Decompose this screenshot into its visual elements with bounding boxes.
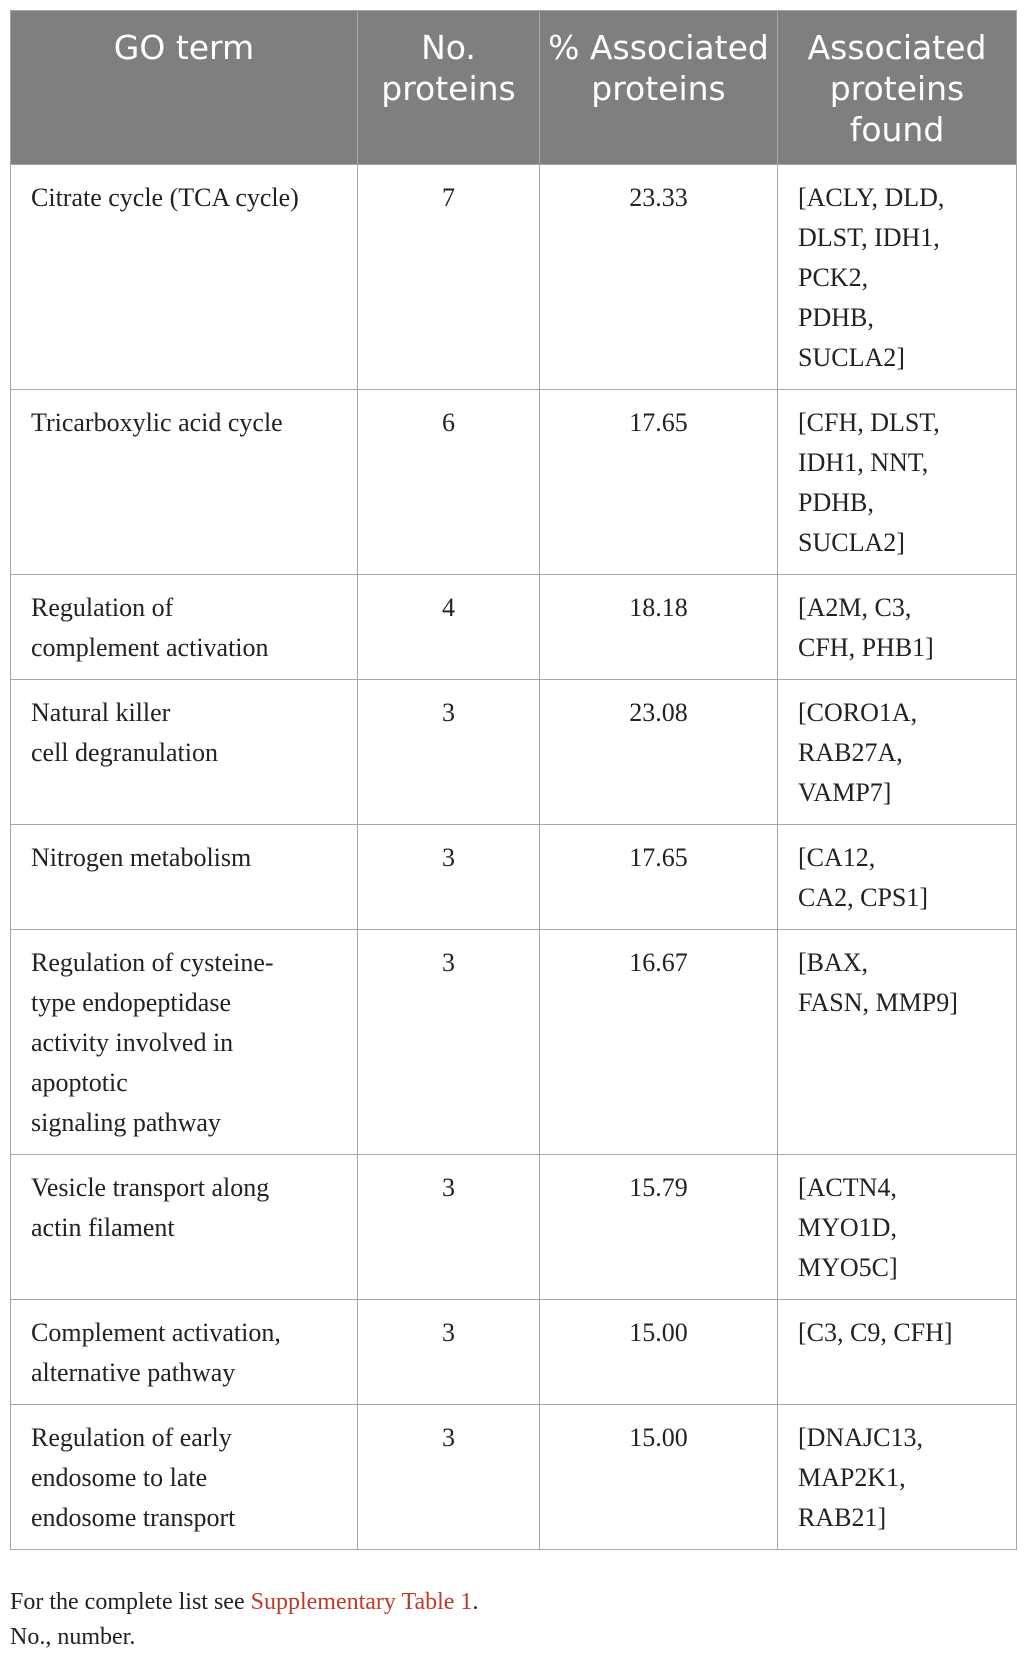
- proteins-cell: [CFH, DLST, IDH1, NNT, PDHB, SUCLA2]: [778, 390, 1017, 575]
- percent-cell: 23.08: [540, 680, 778, 825]
- percent-cell: 15.00: [540, 1300, 778, 1405]
- percent-cell: 17.65: [540, 825, 778, 930]
- go-term-cell: Citrate cycle (TCA cycle): [11, 165, 358, 390]
- go-term-table-container: [10, 10, 1016, 1550]
- go-term-cell: Regulation of complement activation: [11, 575, 358, 680]
- go-term-cell: Complement activation, alternative pathway: [11, 1300, 358, 1405]
- footnote-prefix: For the complete list see: [10, 1589, 251, 1615]
- table-row: [11, 825, 1017, 930]
- table-row: [11, 575, 1017, 680]
- table-row: [11, 1405, 1017, 1550]
- percent-cell: 16.67: [540, 930, 778, 1155]
- protein-count-cell: 3: [358, 1155, 540, 1300]
- proteins-cell: [A2M, C3, CFH, PHB1]: [778, 575, 1017, 680]
- percent-cell: 17.65: [540, 390, 778, 575]
- protein-count-cell: 3: [358, 1300, 540, 1405]
- header-percent-associated: % Associated proteins: [540, 11, 778, 165]
- header-go-term: GO term: [11, 11, 358, 165]
- footnote-complete-list: [10, 1585, 478, 1620]
- go-term-table: [10, 10, 1017, 1550]
- table-row: [11, 390, 1017, 575]
- proteins-cell: [DNAJC13, MAP2K1, RAB21]: [778, 1405, 1017, 1550]
- go-term-cell: Natural killer cell degranulation: [11, 680, 358, 825]
- proteins-cell: [CA12, CA2, CPS1]: [778, 825, 1017, 930]
- go-term-cell: Tricarboxylic acid cycle: [11, 390, 358, 575]
- protein-count-cell: 3: [358, 930, 540, 1155]
- table-row: [11, 1155, 1017, 1300]
- table-row: [11, 680, 1017, 825]
- go-term-cell: Vesicle transport along actin filament: [11, 1155, 358, 1300]
- protein-count-cell: 3: [358, 1405, 540, 1550]
- footnote-suffix: .: [472, 1589, 479, 1615]
- header-no-proteins: No. proteins: [358, 11, 540, 165]
- proteins-cell: [ACLY, DLD, DLST, IDH1, PCK2, PDHB, SUCLA2]: [778, 165, 1017, 390]
- proteins-cell: [C3, C9, CFH]: [778, 1300, 1017, 1405]
- protein-count-cell: 6: [358, 390, 540, 575]
- table-row: [11, 1300, 1017, 1405]
- proteins-cell: [BAX, FASN, MMP9]: [778, 930, 1017, 1155]
- percent-cell: 23.33: [540, 165, 778, 390]
- footnote-abbreviation: No., number.: [10, 1624, 136, 1650]
- supplementary-table-link[interactable]: Supplementary Table 1: [250, 1589, 473, 1615]
- table-row: [11, 930, 1017, 1155]
- protein-count-cell: 3: [358, 825, 540, 930]
- protein-count-cell: 7: [358, 165, 540, 390]
- header-associated-proteins: Associated proteins found: [778, 11, 1017, 165]
- percent-cell: 15.00: [540, 1405, 778, 1550]
- percent-cell: 15.79: [540, 1155, 778, 1300]
- proteins-cell: [CORO1A, RAB27A, VAMP7]: [778, 680, 1017, 825]
- protein-count-cell: 3: [358, 680, 540, 825]
- go-term-cell: Nitrogen metabolism: [11, 825, 358, 930]
- proteins-cell: [ACTN4, MYO1D, MYO5C]: [778, 1155, 1017, 1300]
- protein-count-cell: 4: [358, 575, 540, 680]
- go-term-cell: Regulation of cysteine- type endopeptidase activity involved in apoptotic signaling pathway: [11, 930, 358, 1155]
- table-row: [11, 165, 1017, 390]
- table-footnotes: [10, 1585, 478, 1655]
- go-term-cell: Regulation of early endosome to late endosome transport: [11, 1405, 358, 1550]
- percent-cell: 18.18: [540, 575, 778, 680]
- header-row: [11, 11, 1017, 165]
